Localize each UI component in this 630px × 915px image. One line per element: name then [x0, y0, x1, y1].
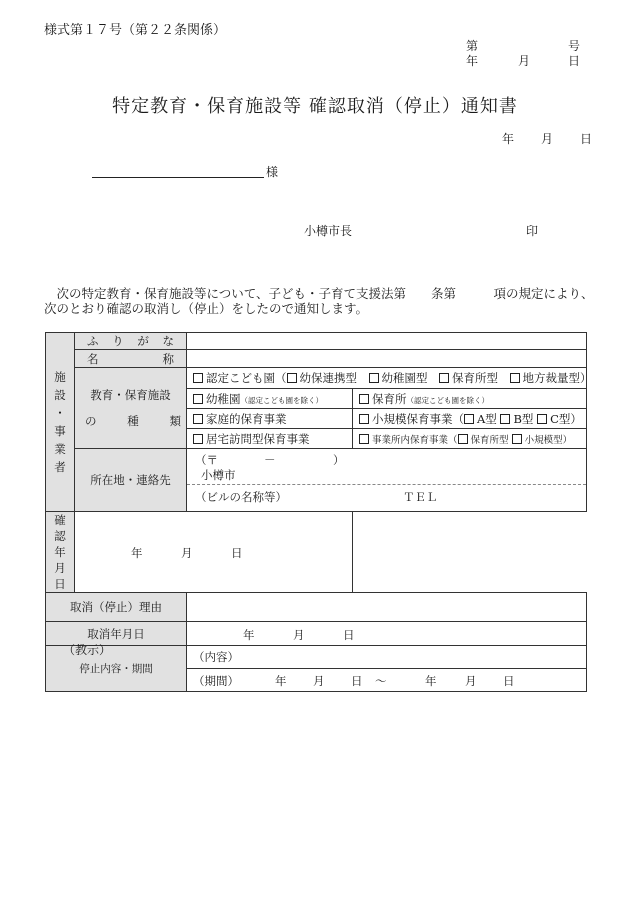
checkbox[interactable] — [193, 414, 203, 424]
page-title: 特定教育・保育施設等 確認取消（停止）通知書 — [112, 96, 518, 117]
option-youchien[interactable]: 幼稚園（認定こども園を除く） — [187, 389, 353, 409]
option-shokibo[interactable]: 小規模保育事業（ A型 B型 C型） — [353, 409, 587, 429]
seal-mark: 印 — [526, 224, 539, 238]
suspend-period-input[interactable]: （期間） 年 月 日 ～ 年 月 日 — [187, 669, 587, 692]
checkbox[interactable] — [193, 394, 203, 404]
building-label: （ビルの名称等） — [195, 490, 287, 504]
checkbox[interactable] — [193, 434, 203, 444]
checkbox[interactable] — [439, 373, 449, 383]
checkbox[interactable] — [537, 414, 547, 424]
option-katei[interactable]: 家庭的保育事業 — [187, 409, 353, 429]
tel-label: ＴＥＬ — [403, 490, 438, 504]
cancel-date-label: 取消年月日 — [46, 622, 187, 646]
furigana-input[interactable] — [187, 333, 587, 350]
facility-section-label: 施 設 ・ 事 業 者 — [46, 333, 75, 512]
checkbox[interactable] — [359, 434, 369, 444]
form-number: 様式第１７号（第２２条関係） — [44, 23, 227, 38]
city-name: 小樽市 — [201, 468, 236, 482]
location-input[interactable] — [187, 449, 587, 512]
issue-date: 年 月 日 — [502, 132, 592, 146]
checkbox[interactable] — [510, 373, 520, 383]
notice-table — [45, 332, 592, 692]
checkbox[interactable] — [193, 373, 203, 383]
facility-type-label: 教育・保育施設 の 種 類 — [75, 368, 187, 449]
location-label: 所在地・連絡先 — [75, 449, 187, 512]
checkbox[interactable] — [359, 414, 369, 424]
checkbox[interactable] — [464, 414, 474, 424]
option-hoikusho[interactable]: 保育所（認定こども園を除く） — [353, 389, 587, 409]
option-kyotaku[interactable]: 居宅訪問型保育事業 — [187, 429, 353, 449]
furigana-label: ふ り が な — [75, 333, 187, 350]
cancel-date-input[interactable]: 年 月 日 — [187, 622, 587, 646]
suspend-label: 停止内容・期間 — [46, 646, 187, 692]
cancel-reason-input[interactable] — [187, 593, 587, 622]
name-input[interactable] — [187, 350, 587, 368]
checkbox[interactable] — [500, 414, 510, 424]
instruction-note: （教示） — [63, 643, 112, 657]
addressee-line[interactable] — [92, 177, 264, 178]
notice-body: 次の特定教育・保育施設等について、子ども・子育て支援法第 条第 項の規定により、 次のとおり確認の取消し（停止）をしたので通知します。 — [44, 286, 594, 316]
option-jigyosho[interactable]: 事業所内保育事業（ 保育所型 小規模型） — [353, 429, 587, 449]
confirm-date-label: 確認年月日 — [46, 512, 75, 593]
checkbox[interactable] — [458, 434, 468, 444]
checkbox[interactable] — [359, 394, 369, 404]
option-nintei-kodomoen[interactable]: 認定こども園（ 幼保連携型 幼稚園型 保育所型 地方裁量型） — [187, 368, 587, 389]
addressee-suffix: 様 — [266, 165, 279, 179]
cancel-reason-label: 取消（停止）理由 — [46, 593, 187, 622]
issuer-name: 小樽市長 — [304, 224, 353, 238]
name-label: 名 称 — [75, 350, 187, 368]
checkbox[interactable] — [512, 434, 522, 444]
checkbox[interactable] — [369, 373, 379, 383]
postal-code: （〒 － ） — [195, 453, 345, 467]
checkbox[interactable] — [287, 373, 297, 383]
suspend-content-input[interactable]: （内容） — [187, 646, 587, 669]
confirm-date-input[interactable]: 年 月 日 — [75, 512, 353, 593]
